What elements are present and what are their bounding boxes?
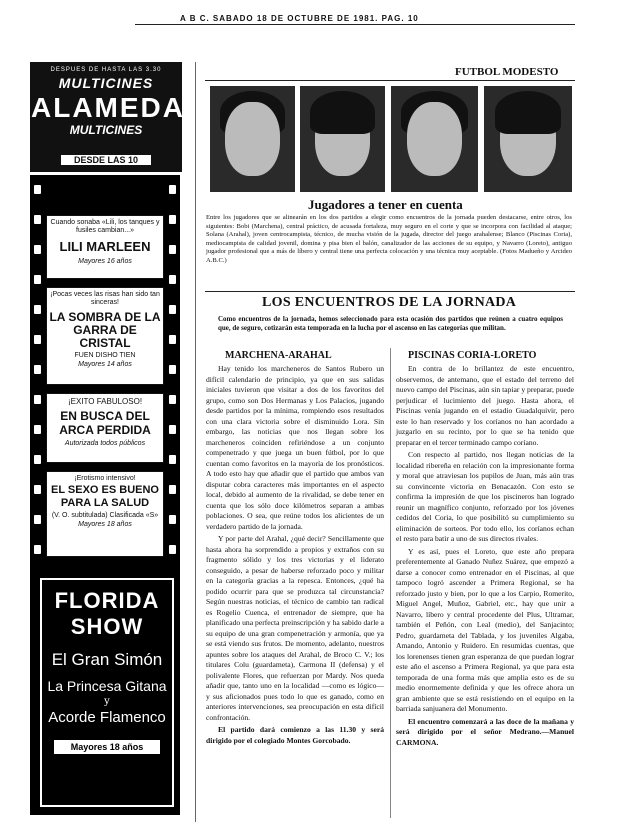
alameda-multicines-top: MULTICINES xyxy=(58,75,154,91)
film2-tagline: ¡Pocas veces las risas han sido tan sinceras! xyxy=(50,291,160,306)
col2-para: El encuentro comenzará a las doce de la mañana y será dirigido por el señor Medrano.—Manuel CARMONA. xyxy=(396,716,574,747)
perforation xyxy=(169,275,176,284)
perforation xyxy=(169,545,176,554)
header-rule xyxy=(135,24,575,25)
col2-para: Con respecto al partido, nos llegan noticias de la localidad ribereña en relación con la impresionante forma y moral que atraviesan los pupilos de Juan, más aún tras su convincente victoria en Benacazón. Con esto se confirma la impresión de que los piscineros han logrado reunir un magnífico conjunto, reforzado por los jóvenes cedidos del Coria, lo que posibilitó su cumplimiento su eliminación de sorteos. Por todo ello, los coríanos echan el resto para batir a uno de sus directos rivales. xyxy=(396,450,574,543)
florida-and: y xyxy=(104,696,110,707)
film3-rating: Autorizada todos públicos xyxy=(64,440,146,447)
photo-caption-body: Entre los jugadores que se alinearán en los dos partidos a elegir como encuentros de la jornada pueden destacarse, entre otros, los siguientes: Bobi (Marchena), central práctico, de acusada fortaleza, muy seguro en el corte y que se incorpora con facilidad al ataque; Solana (Arahal), joven centrocampista, técnico, de mucha visión de la jugada, director del juego arahalense; Blanco (Piscinas Coria), mediocampista de calidad jovenil, domina y pisa bien el balón, canalizador de las acciones de su equipo, y Navarro (Loreto), antiguo jugador profesional que a más de líbero y central tiene una perfecta colocación y una técnica muy aceptable. (Fotos Madueño y Arcideo A.B.C.) xyxy=(206,214,572,264)
florida-act-1: El Gran Simón xyxy=(51,650,163,669)
col2-para: Y es así, pues el Loreto, que este año prepara preferentemente al Ganado Nuñez Suárez, que empezó a darse a conocer como entrenador en el Piscinas, al que tampoco logró ascender a Primera Regional, se ha reforzado justo y bien, por lo que a los Carpio, Romerito, Miguel Angel, Muñoz, Gabriel, etc., hay que unir a Navarro, líbero y central procedente del Plus, Ultramar, también el Peñón, con Leal (medio), del Sanjacinto; Pedro, guardameta del Tablada, y los juveniles Algaba, Amando, Antonio y Ruidero. En resumidas cuentas, que los lorenenses tienen gran esperanza de que puedan lograr este año el ascenso a Primera Regional, ya que para esta temporada de una forma más que amplia esto es de su medio enormemente definida y que les ofrece ahora un gran ambiente que se está resistiendo en el equipo en la barriada sanjuanera del Monumento. xyxy=(396,546,574,713)
alameda-name: ALAMEDA xyxy=(31,92,185,123)
film2-title: LA SOMBRA DE LA GARRA DE CRISTAL xyxy=(49,310,161,350)
perforation xyxy=(34,185,41,194)
perforation xyxy=(169,365,176,374)
film1-title: LILI MARLEEN xyxy=(59,239,151,254)
film1-rating: Mayores 16 años xyxy=(78,258,132,265)
film-ad-lili-marleen xyxy=(46,215,164,279)
section-tag: FUTBOL MODESTO xyxy=(455,66,559,78)
perforation xyxy=(34,425,41,434)
article-lead: Como encuentros de la jornada, hemos seleccionado para esta ocasión dos partidos que reúnen a cuatro equipos que, de seguro, cotizarán esta temporada en la lucha por el ascenso en las categorías que militan. xyxy=(218,315,563,332)
player-photo-1 xyxy=(210,86,295,192)
perforation xyxy=(169,515,176,524)
perforation xyxy=(34,215,41,224)
perforation xyxy=(34,365,41,374)
alameda-time: DESDE LAS 10 xyxy=(61,155,151,165)
florida-act-3: Acorde Flamenco xyxy=(48,709,166,726)
col2-body xyxy=(396,364,574,750)
perforation xyxy=(169,335,176,344)
florida-title-box xyxy=(40,578,174,807)
perforation xyxy=(34,455,41,464)
perforation xyxy=(34,305,41,314)
alameda-kicker: DESPUES DE HASTA LAS 3.30 xyxy=(50,67,162,73)
perforation xyxy=(169,395,176,404)
film4-sub: (V. O. subtitulada) Clasificada «S» xyxy=(51,512,159,519)
perforation xyxy=(169,185,176,194)
perforation xyxy=(169,215,176,224)
film-ad-sombra-garra xyxy=(46,287,164,385)
film2-sub: FUEN DISHO TIEN xyxy=(74,352,136,359)
perforation xyxy=(34,245,41,254)
film2-rating: Mayores 14 años xyxy=(78,361,132,368)
film4-title: EL SEXO ES BUENO PARA LA SALUD xyxy=(51,484,159,509)
perforation xyxy=(34,275,41,284)
florida-title: FLORIDA xyxy=(54,588,160,613)
player-photo-3 xyxy=(391,86,478,192)
perforation xyxy=(34,545,41,554)
col1-heading: MARCHENA-ARAHAL xyxy=(225,350,332,361)
florida-act-2: La Princesa Gitana xyxy=(47,678,167,694)
alameda-ad xyxy=(30,62,185,172)
perforation xyxy=(169,425,176,434)
player-photo-4 xyxy=(484,86,572,192)
florida-show-ad xyxy=(30,570,180,815)
col1-para: Y por parte del Arahal, ¿qué decir? Sencillamente que hasta ahora ha sorprendido a propios y extraños con su fragmento sólido y los tres victorias y el liderato conseguido, a pesar de haberse reforzado poco y militar en la categoría gracias a la repesca. Entonces, ¿qué ha podido ocurrir para que se produzca tal circunstancia? Según nuestras noticias, el técnico de cambio tan radical es Rogelio Cuenca, el entrenador de siempre, que ha planificado una perfecta preinscripción y ha sabido darle a su equipo de una gran compenetración y armonía, que ya se está viendo sus frutos. De momento, adelanto, nuestros apuntes sobre los ataques del Arahal, de Broco C. V.; los titulares Colu (guardameta), Carmona II (defensa) y el polivalente Flores, que refuerzan por Mardy. Nos queda añadir que, tanto uno en la localidad —como es lógico— y sus aficionados pues todo lo que es ganado, como en anteriores intervenciones, sea preocupación en esta difícil confrontación. xyxy=(206,534,384,722)
col-divider-inner xyxy=(390,348,391,818)
film1-tagline: Cuando sonaba «Lili, los tanques y fusiles cambian...» xyxy=(50,219,160,234)
col2-heading: PISCINAS CORIA-LORETO xyxy=(408,350,537,361)
page-header: A B C. SABADO 18 DE OCTUBRE DE 1981. PAG. 10 xyxy=(180,14,419,23)
film-ad-arca-perdida xyxy=(46,393,164,463)
article-rule xyxy=(205,291,575,292)
column-divider xyxy=(195,62,196,822)
player-photo-2 xyxy=(300,86,385,192)
florida-rating: Mayores 18 años xyxy=(54,740,160,754)
film4-tagline: ¡Erotismo intensivo! xyxy=(74,475,136,482)
section-tag-rule xyxy=(205,80,575,81)
col1-para: El partido dará comienzo a las 11.30 y será dirigido por el colegiado Montes Gorcobado. xyxy=(206,725,384,745)
col1-body xyxy=(206,364,384,748)
perforation xyxy=(169,305,176,314)
film4-rating: Mayores 18 años xyxy=(78,521,132,528)
perforation xyxy=(169,455,176,464)
film3-tagline: ¡EXITO FABULOSO! xyxy=(67,397,143,406)
perforation xyxy=(169,485,176,494)
photo-caption-title: Jugadores a tener en cuenta xyxy=(308,197,463,212)
florida-show-title: SHOW xyxy=(70,614,144,639)
film3-title: EN BUSCA DEL ARCA PERDIDA xyxy=(59,409,151,437)
col1-para: Hay tenido los marcheneros de Santos Rubero un difícil calendario de principio, ya que en sus salidas iniciales tuvieron que visitar a dos de los favoritos del grupo, como son Dos Hermanas y Los Palacios, jugando desde partidos por la mínima, rompiendo esos resultados con una clara victoria sobre el disminuido Lora. Sin embargo, las noticias que nos llegan sobre los marcheneros coinciden refiriéndose a un conjunto compenetrado y que juega un buen fútbol, por lo que cuentan como favoritos en la mayoría de los pronósticos. A todo esto hay que añadir que el partido que ambos van disputar cobra caracteres más importantes en el aspecto local, debido al aumento de la rivalidad, se debe tener en cuenta que los sólo doce kilómetros separan a ambas poblaciones. O sea, que reúne todos los alicientes de un verdadero partido de la jornada. xyxy=(206,364,384,531)
article-title: LOS ENCUENTROS DE LA JORNADA xyxy=(262,295,517,310)
perforation xyxy=(34,515,41,524)
perforation xyxy=(169,245,176,254)
film-ad-sexo-bueno xyxy=(46,471,164,557)
perforation xyxy=(34,485,41,494)
perforation xyxy=(34,395,41,404)
col2-para: En contra de lo brillantez de este encuentro, observemos, de antemano, que el estado del terreno del nuevo campo del Piscinas, aún sin tapiar y preparar, puede perjudicar el lucimiento del juego. Hasta ahora, el Piscinas venía jugando en el estadio Guadalquivir, pero este lo han reservado y los coríanos no han acordado a juzgarlo en su recinto, por lo que se ha tenido que preparar en el tercer terminado campo coríano. xyxy=(396,364,574,447)
alameda-multicines: MULTICINES xyxy=(69,123,143,137)
perforation xyxy=(34,335,41,344)
film-strip xyxy=(30,175,180,815)
